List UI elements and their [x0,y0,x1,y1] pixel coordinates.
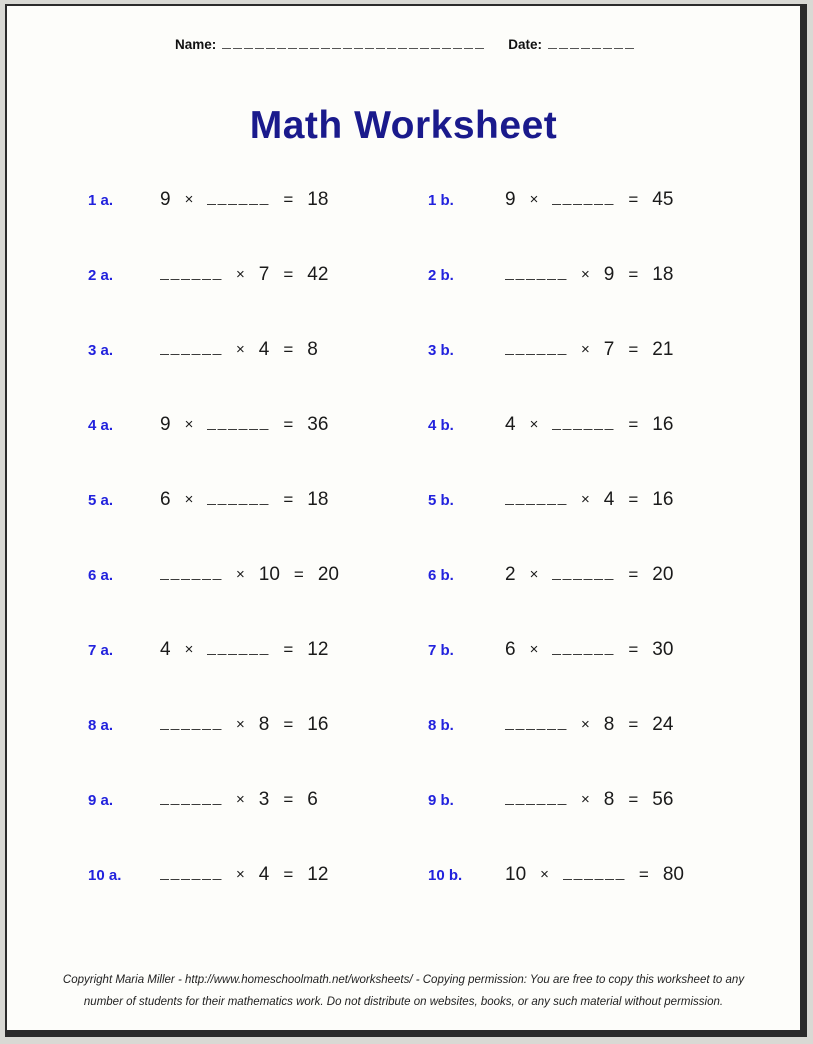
date-line [548,35,634,49]
result-value: 20 [317,564,339,585]
problem-label: 4 b. [428,417,454,434]
answer-blank-line [160,265,222,280]
equals-sign: = [638,865,649,884]
result-value: 16 [652,414,674,435]
equals-sign: = [628,715,639,734]
problem-cell [428,864,698,886]
operand-second: 8 [603,714,615,735]
problem-label: 5 b. [428,492,454,509]
multiply-sign: × [184,416,194,433]
result-value: 30 [652,639,674,660]
copyright-footer: Copyright Maria Miller - http://www.homeschoolmath.net/worksheets/ - Copying permission: You are free to copy this worksheet to any number of students for their mathematics work. Do not distribute on websites, books, or any such material without permission. [62,974,745,1009]
problem-label: 5 a. [88,492,114,509]
answer-blank-line [505,340,567,355]
answer-blank-line [160,565,222,580]
operand-first: 2 [505,564,516,585]
problem-label: 7 a. [88,642,114,659]
date-label: Date: [508,37,543,52]
multiply-sign: × [236,266,245,283]
result-value: 16 [652,489,674,510]
problem-label: 6 b. [428,567,454,584]
operand-second: 4 [258,864,270,885]
equals-sign: = [628,415,639,434]
multiply-sign: × [581,266,590,283]
problem-label: 2 a. [88,267,114,284]
problem-cell [88,189,342,211]
multiply-sign: × [236,716,245,733]
problem-label: 9 b. [428,792,454,809]
multiply-sign: × [529,641,539,658]
answer-blank-line [207,190,269,205]
equals-sign: = [628,565,639,584]
answer-blank-line [160,715,222,730]
multiply-sign: × [236,341,245,358]
problem-label: 4 a. [88,417,114,434]
problem-row [7,336,800,411]
problem-row [7,636,800,711]
result-value: 12 [307,864,329,885]
result-value: 18 [307,189,329,210]
answer-blank-line [160,865,222,880]
answer-blank-line [160,340,222,355]
equals-sign: = [283,415,294,434]
result-value: 36 [307,414,329,435]
problem-label: 9 a. [88,792,114,809]
multiply-sign: × [236,866,245,883]
problem-label: 3 a. [88,342,114,359]
answer-blank-line [505,490,567,505]
problem-label: 8 a. [88,717,114,734]
problem-label: 10 b. [428,867,463,884]
problem-cell [428,639,687,661]
result-value: 12 [307,639,329,660]
operand-first: 6 [505,639,516,660]
operand-second: 8 [258,714,270,735]
problem-row [7,411,800,486]
name-label: Name: [175,37,217,52]
operand-second: 3 [258,789,270,810]
equals-sign: = [628,340,639,359]
operand-second: 4 [603,489,615,510]
operand-second: 7 [258,264,270,285]
answer-blank-line [552,415,614,430]
problem-cell [88,489,342,511]
equals-sign: = [628,790,639,809]
problem-row [7,861,800,936]
result-value: 24 [652,714,674,735]
problem-row [7,186,800,261]
answer-blank-line [552,565,614,580]
multiply-sign: × [236,791,245,808]
operand-first: 4 [160,639,171,660]
multiply-sign: × [529,191,539,208]
problem-cell [88,714,342,736]
answer-blank-line [505,265,567,280]
equals-sign: = [283,865,294,884]
equals-sign: = [283,640,294,659]
operand-first: 10 [505,864,527,885]
answer-blank-line [563,865,625,880]
multiply-sign: × [529,416,539,433]
header [175,35,634,52]
operand-first: 9 [160,189,171,210]
result-value: 8 [307,339,318,360]
multiply-sign: × [581,791,590,808]
operand-second: 9 [603,264,615,285]
result-value: 45 [652,189,674,210]
result-value: 16 [307,714,329,735]
problem-cell [88,264,342,286]
result-value: 20 [652,564,674,585]
page-title: Math Worksheet [249,104,558,147]
multiply-sign: × [540,866,549,883]
multiply-sign: × [236,566,245,583]
name-line [222,35,484,49]
operand-second: 4 [258,339,270,360]
result-value: 21 [652,339,674,360]
problem-cell [428,264,687,286]
operand-second: 10 [258,564,280,585]
operand-first: 4 [505,414,516,435]
equals-sign: = [283,790,294,809]
answer-blank-line [505,790,567,805]
problem-row [7,711,800,786]
equals-sign: = [283,265,294,284]
problem-row [7,261,800,336]
problem-cell [88,414,342,436]
operand-second: 8 [603,789,615,810]
problem-cell [428,789,687,811]
operand-first: 9 [160,414,171,435]
problem-cell [428,564,687,586]
equals-sign: = [628,490,639,509]
answer-blank-line [552,190,614,205]
answer-blank-line [505,715,567,730]
problem-row [7,561,800,636]
problem-label: 7 b. [428,642,454,659]
problem-cell [88,864,342,886]
equals-sign: = [293,565,304,584]
equals-sign: = [628,190,639,209]
operand-first: 9 [505,189,516,210]
problem-label: 6 a. [88,567,114,584]
answer-blank-line [207,490,269,505]
problem-cell [428,714,687,736]
answer-blank-line [207,640,269,655]
problem-row [7,786,800,861]
answer-blank-line [207,415,269,430]
multiply-sign: × [184,491,194,508]
problem-label: 3 b. [428,342,454,359]
multiply-sign: × [581,341,590,358]
problem-cell [88,639,342,661]
result-value: 42 [307,264,329,285]
equals-sign: = [283,340,294,359]
problem-cell [88,789,332,811]
problem-label: 1 b. [428,192,454,209]
problem-cell [428,339,687,361]
problem-cell [428,489,687,511]
multiply-sign: × [529,566,539,583]
worksheet-page [5,4,807,1037]
problem-label: 1 a. [88,192,114,209]
problem-cell [88,564,353,586]
result-value: 6 [307,789,318,810]
equals-sign: = [283,715,294,734]
multiply-sign: × [184,641,194,658]
equals-sign: = [628,265,639,284]
problem-row [7,486,800,561]
problem-label: 2 b. [428,267,454,284]
problems-grid [7,186,800,936]
problem-cell [88,339,332,361]
equals-sign: = [283,190,294,209]
problem-cell [428,189,687,211]
operand-first: 6 [160,489,171,510]
multiply-sign: × [581,491,590,508]
problem-cell [428,414,687,436]
multiply-sign: × [184,191,194,208]
equals-sign: = [283,490,294,509]
result-value: 18 [652,264,674,285]
answer-blank-line [160,790,222,805]
problem-label: 8 b. [428,717,454,734]
operand-second: 7 [603,339,615,360]
multiply-sign: × [581,716,590,733]
result-value: 56 [652,789,674,810]
equals-sign: = [628,640,639,659]
answer-blank-line [552,640,614,655]
problem-label: 10 a. [88,867,122,884]
result-value: 18 [307,489,329,510]
result-value: 80 [662,864,684,885]
